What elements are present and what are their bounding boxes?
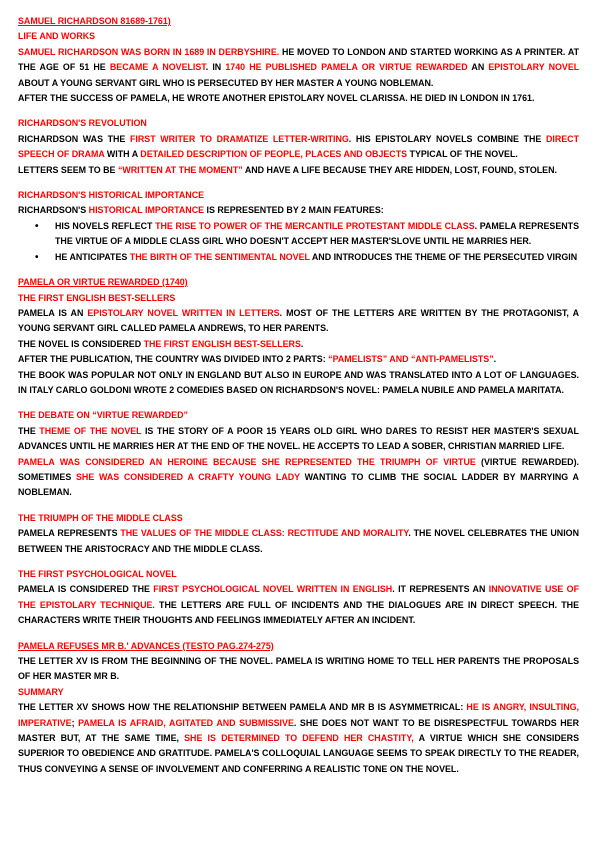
paragraph: AFTER THE SUCCESS OF PAMELA, HE WROTE ANOTHER EPISTOLARY NOVEL CLARISSA. HE DIED IN LONDON IN 1761. bbox=[18, 93, 535, 104]
highlighted-text: “PAMELISTS” AND “ANTI-PAMELISTS” bbox=[328, 354, 494, 365]
text-run: TYPICAL OF THE NOVEL. bbox=[407, 149, 518, 160]
paragraph bbox=[18, 45, 579, 91]
text-run: THE LETTER XV SHOWS HOW THE RELATIONSHIP BETWEEN PAMELA AND MR B IS ASYMMETRICAL: bbox=[18, 702, 467, 713]
highlighted-text: THE VALUES OF THE MIDDLE CLASS: RECTITUDE AND MORALITY bbox=[120, 528, 409, 539]
paragraph bbox=[18, 526, 579, 557]
highlighted-text: THE BIRTH OF THE SENTIMENTAL NOVEL bbox=[129, 251, 310, 262]
text-run: HIS NOVELS REFLECT bbox=[55, 220, 156, 231]
text-run: ; bbox=[71, 717, 79, 728]
paragraph bbox=[18, 700, 579, 777]
text-run: THE LETTERS ARE FULL OF INCIDENTS AND THE DIALOGUES ARE IN DIRECT SPEECH. THE CHARACTERS WRITE THEIR THOUGHTS AND FEELINGS IMMEDIATELY AFTER AN INCIDENT. bbox=[18, 599, 579, 626]
summary-heading: SUMMARY bbox=[18, 686, 64, 697]
highlighted-text: SHE WAS CONSIDERED A CRAFTY YOUNG LADY bbox=[75, 471, 300, 482]
paragraph bbox=[18, 203, 579, 218]
paragraph bbox=[18, 424, 579, 455]
highlighted-text: EPISTOLARY NOVEL WRITTEN IN LETTERS bbox=[87, 307, 280, 318]
highlighted-text: DETAILED DESCRIPTION OF PEOPLE, PLACES AND OBJECTS bbox=[140, 149, 408, 160]
highlighted-text: SHE IS DETERMINED TO DEFEND HER CHASTITY, bbox=[184, 733, 414, 744]
highlighted-text: THE RISE TO POWER OF THE MERCANTILE PROTESTANT MIDDLE CLASS bbox=[155, 220, 475, 231]
text-run: AND HAVE A LIFE BECAUSE THEY ARE HIDDEN, LOST, FOUND, STOLEN. bbox=[242, 164, 557, 175]
text-run: RICHARDSON WAS THE bbox=[18, 133, 130, 144]
text-run: WANTING TO CLIMB THE SOCIAL LADDER BY MARRYING A NOBLEMAN. bbox=[18, 471, 579, 498]
text-run: A VIRTUE WHICH SHE CONSIDERS SUPERIOR TO OBEDIENCE AND GRATITUDE. PAMELA'S COLLOQUIAL LANGUAGE SEEMS TO SPEAK DIRECTLY TO THE READER, THUS CONVEYING A SENSE OF INVOLVEMENT AND CONFERRING A REALISTIC TONE ON THE NOVEL. bbox=[18, 733, 579, 774]
highlighted-text: DIRECT SPEECH OF DRAMA bbox=[18, 133, 580, 160]
section-heading-revolution: RICHARDSON'S REVOLUTION bbox=[18, 118, 147, 129]
highlighted-text: SAMUEL RICHARDSON WAS BORN IN 1689 IN DERBYSHIRE. bbox=[18, 46, 280, 57]
paragraph: THE BOOK WAS POPULAR NOT ONLY IN ENGLAND BUT ALSO IN EUROPE AND WAS TRANSLATED INTO A LOT OF LANGUAGES. IN ITALY CARLO GOLDONI WROTE 2 COMEDIES BASED ON RICHARDSON'S NOVEL: PAMELA NUBILE AND PAMELA MARITATA. bbox=[18, 369, 579, 395]
text-run: RICHARDSON'S bbox=[18, 205, 89, 216]
text-run: AND INTRODUCES THE THEME OF THE PERSECUTED VIRGIN bbox=[309, 251, 578, 262]
bullet-item bbox=[55, 219, 579, 250]
text-run: PAMELA REPRESENTS bbox=[18, 528, 121, 539]
text-run: IS REPRESENTED BY 2 MAIN FEATURES: bbox=[204, 205, 384, 216]
section-heading-debate: THE DEBATE ON “VIRTUE REWARDED” bbox=[18, 410, 188, 421]
text-run: WITH A bbox=[104, 149, 141, 160]
text-run: THE bbox=[18, 425, 40, 436]
text-run: THE NOVEL IS CONSIDERED bbox=[18, 338, 144, 349]
highlighted-text: PAMELA IS AFRAID, AGITATED AND SUBMISSIVE bbox=[78, 717, 294, 728]
highlighted-text: EPISTOLARY NOVEL bbox=[488, 62, 579, 73]
text-run: AN bbox=[467, 62, 489, 73]
paragraph bbox=[18, 163, 579, 178]
text-run: ABOUT A YOUNG SERVANT GIRL WHO IS PERSECUTED BY HER MASTER A YOUNG NOBLEMAN. bbox=[18, 77, 434, 88]
bullet-item bbox=[55, 250, 579, 265]
section-heading-triumph: THE TRIUMPH OF THE MIDDLE CLASS bbox=[18, 512, 183, 523]
section-heading-psychological: THE FIRST PSYCHOLOGICAL NOVEL bbox=[18, 569, 177, 579]
text-run: AFTER THE PUBLICATION, THE COUNTRY WAS DIVIDED INTO 2 PARTS: bbox=[18, 354, 329, 365]
text-run: HE ANTICIPATES bbox=[55, 251, 130, 262]
text-run: . SHE DOES NOT WANT TO BE DISRESPECTFUL TOWARDS HER MASTER BUT, AT THE SAME TIME, bbox=[18, 717, 579, 744]
text-run: PAMELA IS AN bbox=[18, 307, 88, 318]
paragraph bbox=[18, 582, 579, 628]
highlighted-text: BECAME A NOVELIST bbox=[109, 62, 206, 73]
section-heading-refuses: PAMELA REFUSES MR B.' ADVANCES (TESTO PAG.274-275) bbox=[18, 640, 274, 651]
section-heading-life: LIFE AND WORKS bbox=[18, 31, 96, 42]
text-run: . HIS EPISTOLARY NOVELS COMBINE THE bbox=[348, 133, 546, 144]
text-run: (VIRTUE REWARDED). SOMETIMES bbox=[18, 456, 580, 482]
highlighted-text: FIRST WRITER TO DRAMATIZE LETTER-WRITING bbox=[129, 133, 349, 144]
paragraph bbox=[18, 306, 579, 337]
paragraph: THE LETTER XV IS FROM THE BEGINNING OF THE NOVEL. PAMELA IS WRITING HOME TO TELL HER PARENTS THE PROPOSALS OF HER MASTER MR B. bbox=[18, 656, 579, 682]
highlighted-text: THEME OF THE NOVEL bbox=[39, 425, 142, 436]
paragraph bbox=[18, 455, 579, 501]
text-run: IS THE STORY OF A POOR 15 YEARS OLD GIRL WHO DARES TO RESIST HER MASTER'S SEXUAL ADVANCES UNTIL HE MARRIES HER AT THE END OF THE NOVEL. HE ACCEPTS TO LEAD A SOBER, CHRISTIAN MARRIED LIFE. bbox=[18, 425, 579, 452]
section-heading-bestsellers: THE FIRST ENGLISH BEST-SELLERS bbox=[18, 292, 176, 303]
section-title-pamela: PAMELA OR VIRTUE REWARDED (1740) bbox=[18, 277, 188, 288]
text-run: . bbox=[300, 338, 304, 349]
highlighted-text: PAMELA WAS CONSIDERED AN HEROINE BECAUSE SHE REPRESENTED THE TRIUMPH OF VIRTUE bbox=[18, 456, 476, 467]
highlighted-text: HE IS ANGRY, INSULTING, IMPERATIVE bbox=[18, 702, 579, 728]
text-run: . IN bbox=[205, 62, 226, 73]
highlighted-text: “WRITTEN AT THE MOMENT” bbox=[117, 164, 243, 175]
text-run: . bbox=[493, 354, 497, 365]
section-heading-importance: RICHARDSON'S HISTORICAL IMPORTANCE bbox=[18, 190, 205, 201]
highlighted-text: THE FIRST ENGLISH BEST-SELLERS bbox=[143, 338, 301, 349]
bullet-list bbox=[18, 219, 579, 265]
highlighted-text: INNOVATIVE USE OF THE EPISTOLARY TECHNIQUE. bbox=[18, 584, 579, 610]
paragraph bbox=[18, 132, 579, 163]
paragraph bbox=[18, 352, 579, 367]
text-run: PAMELA IS CONSIDERED THE bbox=[18, 584, 154, 595]
text-run: . PAMELA REPRESENTS THE VIRTUE OF A MIDDLE CLASS GIRL WHO DOESN'T ACCEPT HER MASTER'SLOVE UNTIL HE MARRIES HER. bbox=[55, 220, 580, 247]
document-page bbox=[18, 14, 579, 777]
text-run: LETTERS SEEM TO BE bbox=[18, 164, 118, 175]
highlighted-text: FIRST PSYCHOLOGICAL NOVEL WRITTEN IN ENGLISH bbox=[153, 584, 393, 595]
text-run: . MOST OF THE LETTERS ARE WRITTEN BY THE PROTAGONIST, A YOUNG SERVANT GIRL CALLED PAMELA ANDREWS, TO HER PARENTS. bbox=[18, 307, 579, 334]
text-run: . THE NOVEL CELEBRATES THE UNION BETWEEN THE ARISTOCRACY AND THE MIDDLE CLASS. bbox=[18, 528, 579, 554]
document-title: SAMUEL RICHARDSON 81689-1761) bbox=[18, 16, 171, 26]
highlighted-text: HISTORICAL IMPORTANCE bbox=[88, 205, 205, 216]
highlighted-text: 1740 HE PUBLISHED PAMELA OR VIRTUE REWARDED bbox=[225, 62, 468, 73]
paragraph bbox=[18, 337, 579, 352]
text-run: HE MOVED TO LONDON AND STARTED WORKING AS A PRINTER. AT THE AGE OF 51 HE bbox=[18, 46, 579, 73]
text-run: . IT REPRESENTS AN bbox=[392, 584, 489, 595]
